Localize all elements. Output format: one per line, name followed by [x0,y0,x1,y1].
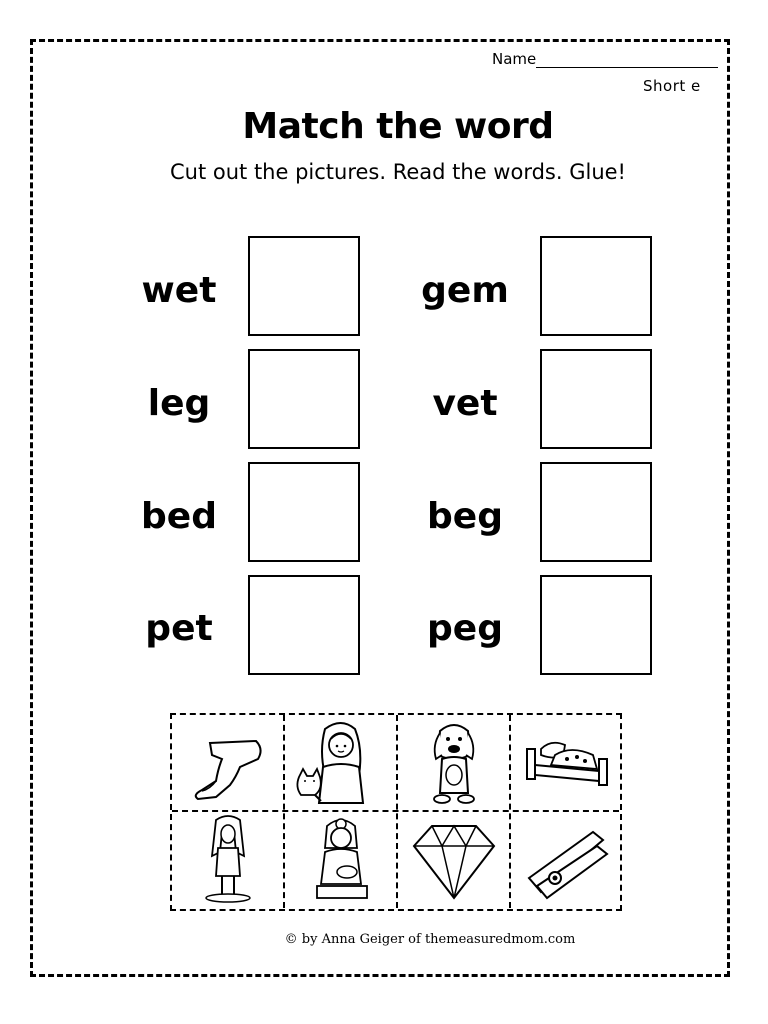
begging-dog-picture[interactable] [398,715,511,813]
name-label: Name [492,50,537,68]
level-label: Short e [643,77,701,95]
word-bed: bed [141,496,217,537]
word-beg: beg [427,496,503,537]
word-peg: peg [427,608,503,649]
word-pet: pet [145,608,213,649]
copyright-credit: © by Anna Geiger of themeasuredmom.com [284,932,576,947]
glue-box-pet[interactable] [248,575,360,675]
glue-box-vet[interactable] [540,349,652,449]
instructions: Cut out the pictures. Read the words. Glue! [170,160,626,184]
bed-picture[interactable] [511,715,624,813]
glue-box-bed[interactable] [248,462,360,562]
veterinarian-picture[interactable] [285,812,398,910]
word-gem: gem [421,270,509,311]
cutout-picture-grid [170,713,622,911]
leg-picture[interactable] [172,715,285,813]
clothespin-peg-picture[interactable] [511,812,624,910]
word-wet: wet [141,270,217,311]
glue-box-wet[interactable] [248,236,360,336]
word-vet: vet [432,383,498,424]
name-input-line[interactable] [536,67,718,68]
gem-picture[interactable] [398,812,511,910]
glue-box-gem[interactable] [540,236,652,336]
glue-box-leg[interactable] [248,349,360,449]
glue-box-beg[interactable] [540,462,652,562]
wet-girl-picture[interactable] [172,812,285,910]
girl-with-kitten-picture[interactable] [285,715,398,813]
word-leg: leg [147,383,211,424]
worksheet-title: Match the word [242,106,554,147]
glue-box-peg[interactable] [540,575,652,675]
